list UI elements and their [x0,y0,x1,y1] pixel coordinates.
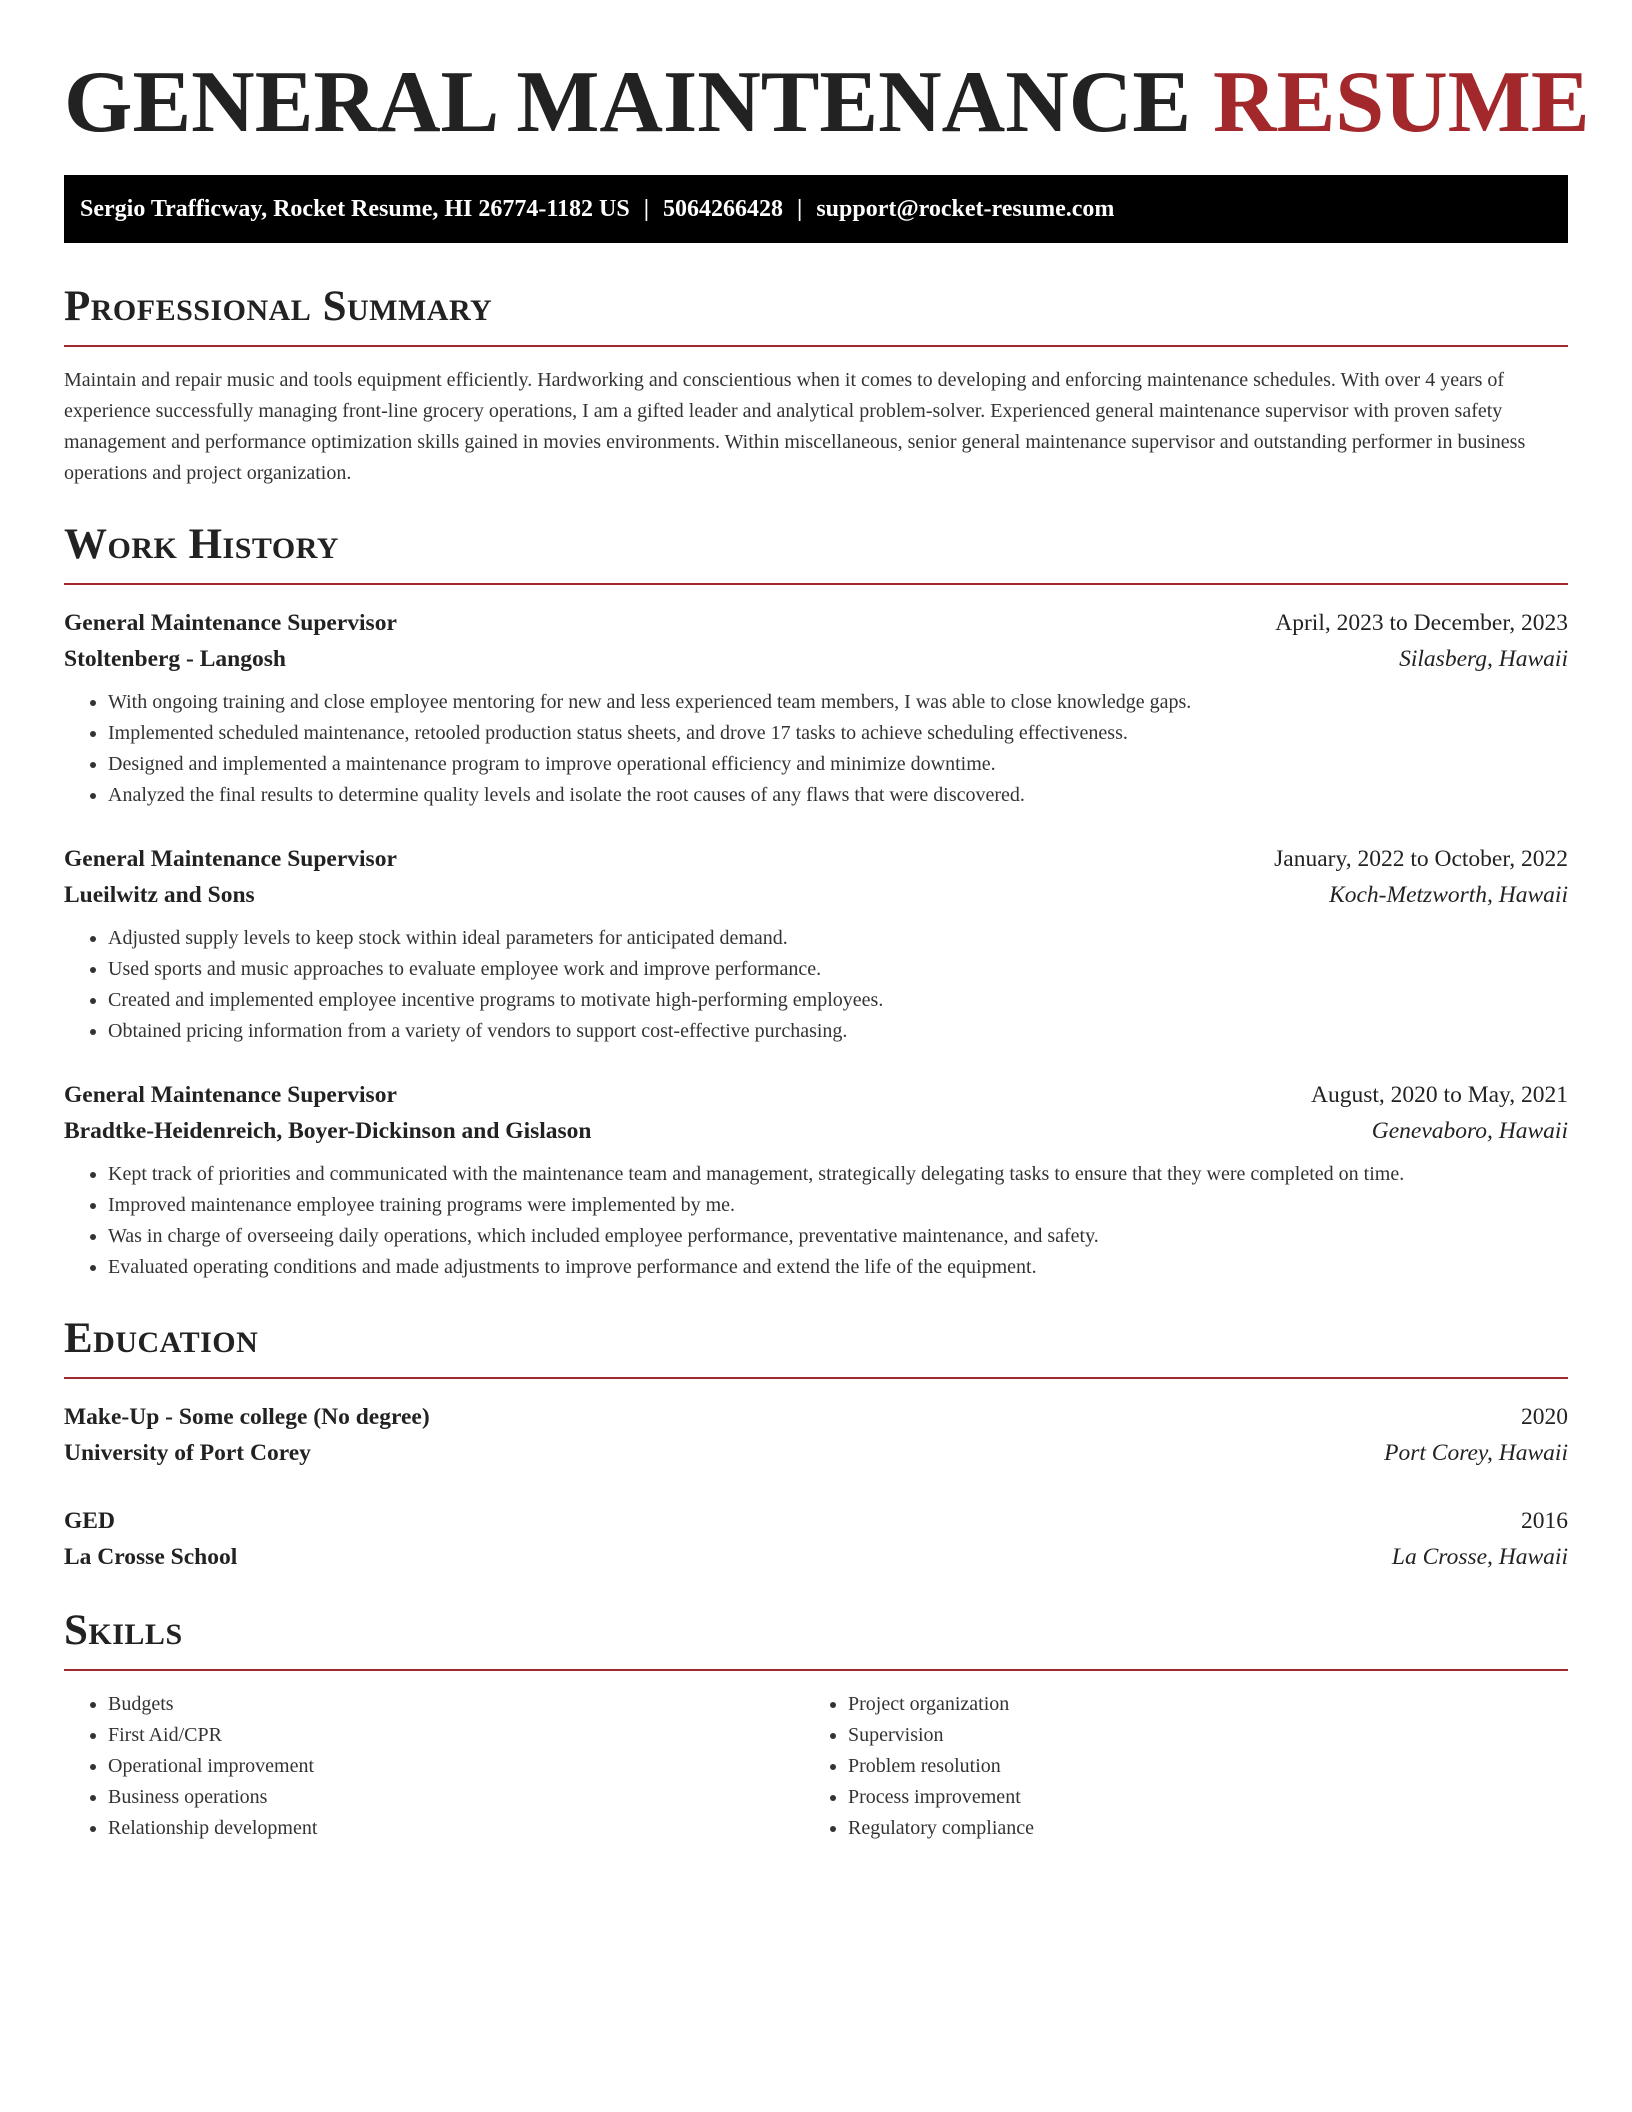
job-title: General Maintenance Supervisor [64,610,397,636]
section-heading-work-history: Work History [64,521,339,568]
skill-item: • Problem resolution [848,1751,1544,1782]
summary-text: Maintain and repair music and tools equipment efficiently. Hardworking and conscientious when it comes to developing and enforcing maintenance schedules. With over 4 years of experience successfully managing front-line grocery operations, I am a gifted leader and analytical problem-solver. Experienced general maintenance supervisor with proven safety management and performance optimization skills gained in movies environments. Within miscellaneous, senior general maintenance supervisor and outstanding performer in business operations and project organization. [64,369,1526,484]
contact-email: support@rocket-resume.com [816,195,1115,222]
job-entry [64,1077,1568,1283]
work-history-section [64,519,1568,1283]
job-bullet: • With ongoing training and close employee mentoring for new and less experienced team members, I was able to close knowledge gaps. [108,687,1568,718]
contact-phone: 5064266428 [663,195,784,222]
skills-section [64,1605,1568,1844]
skills-column-left [64,1689,804,1844]
job-bullet: • Obtained pricing information from a variety of vendors to support cost-effective purchasing. [108,1016,1568,1047]
job-bullet: • Improved maintenance employee training programs were implemented by me. [108,1190,1568,1221]
education-year: 2016 [1521,1508,1568,1534]
title-main: GENERAL MAINTENANCE [64,54,1192,151]
skill-item: • Relationship development [108,1813,804,1844]
job-title-row [64,1077,1568,1113]
job-bullets [64,687,1568,811]
job-title: General Maintenance Supervisor [64,846,397,872]
skill-item: • Supervision [848,1720,1544,1751]
job-company: Lueilwitz and Sons [64,882,255,908]
job-location: Genevaboro, Hawaii [1371,1118,1568,1144]
education-degree-row [64,1399,1568,1435]
education-location: Port Corey, Hawaii [1384,1440,1568,1466]
section-divider [64,1377,1568,1379]
job-title: General Maintenance Supervisor [64,1082,397,1108]
job-bullet: • Evaluated operating conditions and made adjustments to improve performance and extend the life of the equipment. [108,1252,1568,1283]
section-heading-summary: Professional Summary [64,283,493,330]
skills-grid [64,1689,1568,1844]
summary-section [64,281,1568,489]
skills-column-right [804,1689,1544,1844]
job-bullet: • Designed and implemented a maintenance program to improve operational efficiency and minimize downtime. [108,749,1568,780]
skill-item: • Budgets [108,1689,804,1720]
education-school-row [64,1435,1568,1471]
job-bullets [64,1159,1568,1283]
section-divider [64,345,1568,347]
contact-bar [64,175,1568,243]
education-section [64,1313,1568,1575]
job-title-row [64,841,1568,877]
job-entry [64,841,1568,1047]
education-location: La Crosse, Hawaii [1391,1544,1568,1570]
job-bullet: • Implemented scheduled maintenance, retooled production status sheets, and drove 17 tasks to achieve scheduling effectiveness. [108,718,1568,749]
skill-item: • Operational improvement [108,1751,804,1782]
education-school: University of Port Corey [64,1440,311,1466]
job-company: Stoltenberg - Langosh [64,646,286,672]
job-bullet: • Created and implemented employee incentive programs to motivate high-performing employees. [108,985,1568,1016]
job-bullet: • Used sports and music approaches to evaluate employee work and improve performance. [108,954,1568,985]
job-company-row [64,641,1568,677]
job-bullets [64,923,1568,1047]
job-entry [64,605,1568,811]
job-company-row [64,1113,1568,1149]
job-dates: August, 2020 to May, 2021 [1311,1082,1568,1108]
skill-item: • Business operations [108,1782,804,1813]
education-entry [64,1399,1568,1471]
education-entry [64,1503,1568,1575]
job-bullet: • Was in charge of overseeing daily operations, which included employee performance, preventative maintenance, and safety. [108,1221,1568,1252]
skill-item: • Process improvement [848,1782,1544,1813]
section-heading-education: Education [64,1315,259,1362]
contact-address: Sergio Trafficway, Rocket Resume, HI 26774-1182 US [80,195,630,222]
education-degree: Make-Up - Some college (No degree) [64,1404,430,1430]
education-school: La Crosse School [64,1544,238,1570]
job-bullet: • Analyzed the final results to determine quality levels and isolate the root causes of any flaws that were discovered. [108,780,1568,811]
skill-item: • Project organization [848,1689,1544,1720]
section-heading-skills: Skills [64,1607,183,1654]
section-divider [64,583,1568,585]
contact-separator: | [643,195,650,222]
job-bullet: • Adjusted supply levels to keep stock within ideal parameters for anticipated demand. [108,923,1568,954]
job-dates: April, 2023 to December, 2023 [1275,610,1568,636]
job-dates: January, 2022 to October, 2022 [1274,846,1568,872]
job-bullet: • Kept track of priorities and communicated with the maintenance team and management, strategically delegating tasks to ensure that they were completed on time. [108,1159,1568,1190]
job-title-row [64,605,1568,641]
skill-item: • First Aid/CPR [108,1720,804,1751]
title-accent: RESUME [1213,54,1590,151]
contact-separator: | [797,195,803,222]
education-degree: GED [64,1508,115,1534]
job-company: Bradtke-Heidenreich, Boyer-Dickinson and Gislason [64,1118,592,1144]
education-degree-row [64,1503,1568,1539]
skill-item: • Regulatory compliance [848,1813,1544,1844]
job-company-row [64,877,1568,913]
section-divider [64,1669,1568,1671]
education-school-row [64,1539,1568,1575]
education-year: 2020 [1521,1404,1568,1430]
resume-title [64,50,1590,155]
job-location: Koch-Metzworth, Hawaii [1329,882,1568,908]
job-location: Silasberg, Hawaii [1399,646,1568,672]
